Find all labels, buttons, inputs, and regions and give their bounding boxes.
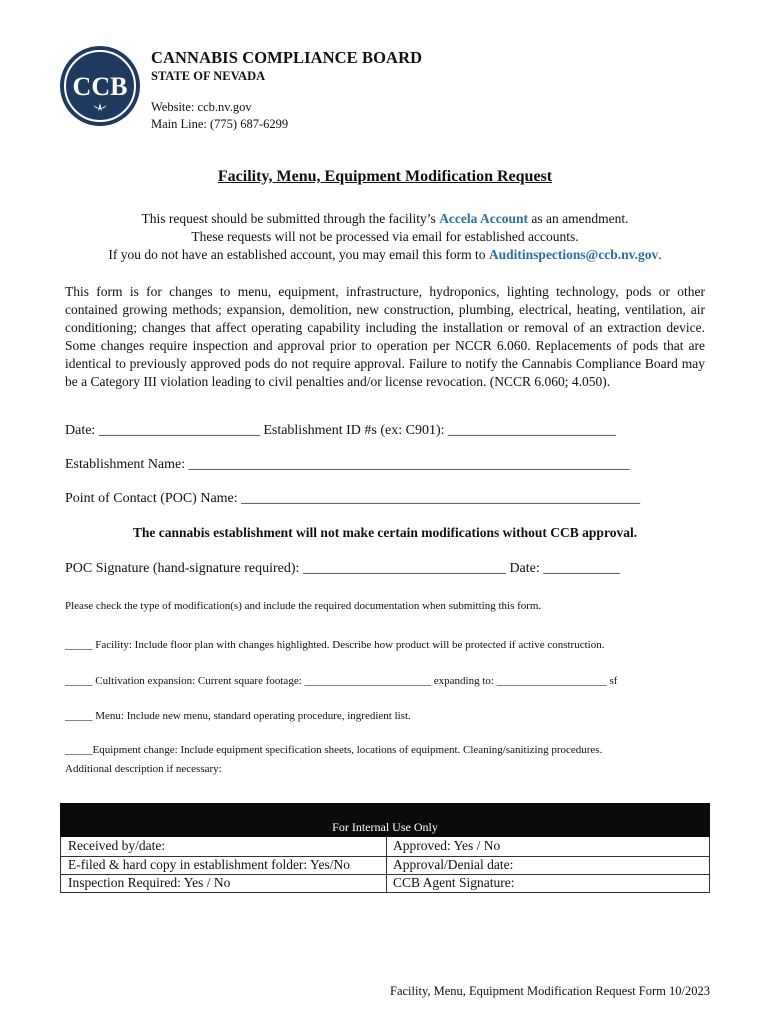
accela-account-link[interactable]: Accela Account bbox=[439, 211, 529, 226]
additional-description-label: Additional description if necessary: bbox=[65, 763, 222, 775]
efiled-cell: E-filed & hard copy in establishment folder: Yes/No bbox=[68, 857, 350, 872]
cultivation-option[interactable]: _____ Cultivation expansion: Current square footage: _______________________ expanding to: ____________________ sf bbox=[65, 675, 618, 687]
org-state: STATE OF NEVADA bbox=[151, 69, 266, 83]
agent-signature-cell: CCB Agent Signature: bbox=[393, 875, 515, 890]
internal-use-table bbox=[60, 803, 710, 893]
approved-cell: Approved: Yes / No bbox=[393, 838, 501, 853]
org-name: CANNABIS COMPLIANCE BOARD bbox=[151, 48, 423, 67]
modification-instructions: Please check the type of modification(s) and include the required documentation when submitting this form. bbox=[65, 600, 542, 612]
ccb-logo bbox=[59, 45, 141, 127]
equipment-option[interactable]: _____Equipment change: Include equipment specification sheets, locations of equipment. Cleaning/sanitizing procedures. bbox=[65, 744, 603, 756]
logo-lettering: CCB bbox=[72, 72, 128, 101]
approval-date-cell: Approval/Denial date: bbox=[393, 857, 514, 872]
email-link[interactable]: Auditinspections@ccb.nv.gov bbox=[488, 247, 659, 262]
page-footer: Facility, Menu, Equipment Modification Request Form 10/2023 bbox=[390, 984, 710, 998]
description-paragraph: This form is for changes to menu, equipment, infrastructure, hydroponics, lighting technology, pods or other contained growing methods; expansion, demolition, new construction, plumbing, electrical, heating, ventilation, air conditioning; changes that affect operating capability including the installation or removal of an extraction device. Some changes require inspection and approval prior to operation per NCCR 6.060. Replacements of pods that are identical to previously approved pods do not require approval. Failure to notify the Cannabis Compliance Board may be a Category III violation leading to civil penalties and/or license revocation. (NCCR 6.060; 4.050). bbox=[65, 284, 705, 389]
establishment-name-field[interactable]: Establishment Name: _______________________________________________________________ bbox=[65, 457, 630, 472]
poc-name-field[interactable]: Point of Contact (POC) Name: _________________________________________________________ bbox=[65, 491, 641, 506]
poc-signature-field[interactable]: POC Signature (hand-signature required): _____________________________ Date: ___________ bbox=[65, 561, 621, 576]
date-establishment-id-field[interactable]: Date: _______________________ Establishment ID #s (ex: C901): ________________________ bbox=[65, 423, 617, 438]
form-title: Facility, Menu, Equipment Modification Request bbox=[217, 168, 553, 185]
facility-option[interactable]: _____ Facility: Include floor plan with changes highlighted. Describe how product will be protected if active construction. bbox=[65, 639, 605, 651]
inspection-required-cell: Inspection Required: Yes / No bbox=[68, 875, 231, 890]
received-by-cell: Received by/date: bbox=[68, 838, 166, 853]
intro-line-2: These requests will not be processed via email for established accounts. bbox=[191, 229, 579, 244]
org-website: Website: ccb.nv.gov bbox=[151, 100, 252, 114]
intro-line-3: If you do not have an established account, you may email this form to Auditinspections@ccb.nv.gov. bbox=[108, 247, 662, 262]
intro-line-1: This request should be submitted through the facility’s Accela Account as an amendment. bbox=[141, 211, 629, 226]
menu-option[interactable]: _____ Menu: Include new menu, standard operating procedure, ingredient list. bbox=[65, 710, 411, 722]
internal-use-header: For Internal Use Only bbox=[60, 803, 710, 837]
org-phone: Main Line: (775) 687-6299 bbox=[151, 117, 289, 131]
approval-notice: The cannabis establishment will not make certain modifications without CCB approval. bbox=[132, 525, 638, 540]
